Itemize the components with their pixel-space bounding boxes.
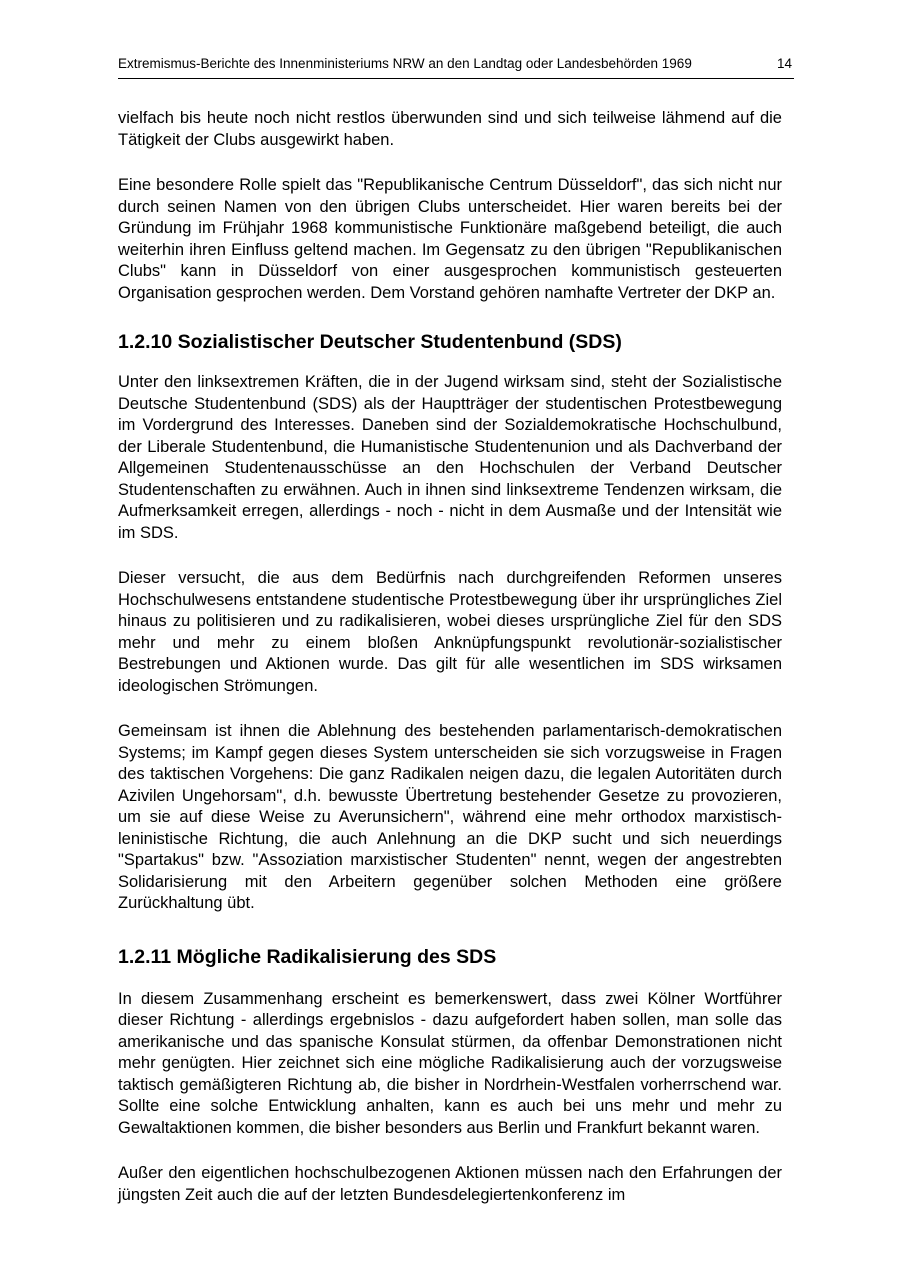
section-heading: 1.2.11 Mögliche Radikalisierung des SDS — [118, 945, 497, 968]
paragraph: In diesem Zusammenhang erscheint es bemerkenswert, dass zwei Kölner Wortführer dieser Richtung - allerdings ergebnislos - dazu aufgefordert haben sollen, man solle das amerikanische und das spanische Konsulat stürmen, da offenbar Demonstrationen nicht mehr genügten. Hier zeichnet sich eine mögliche Radikalisierung auch der vorzugsweise taktisch gemäßigteren Richtung ab, die bisher in Nordrhein-Westfalen vorherrschend war. Sollte eine solche Entwicklung anhalten, kann es auch bei uns mehr und mehr zu Gewaltaktionen kommen, die bisher besonders aus Berlin und Frankfurt bekannt waren. — [118, 989, 782, 1137]
paragraph: vielfach bis heute noch nicht restlos überwunden sind und sich teilweise lähmend auf die Tätigkeit der Clubs ausgewirkt haben. — [118, 109, 782, 149]
paragraph: Gemeinsam ist ihnen die Ablehnung des bestehenden parlamentarisch-demokratischen Systems; im Kampf gegen dieses System unterscheiden sie sich vorzugsweise in Fragen des taktischen Vorgehens: Die ganz Radikalen neigen dazu, die legalen Autoritäten durch Azivilen Ungehorsam", d.h. bewusste Übertretung bestehender Gesetze zu provozieren, um sie auf diese Weise zu Averunsichern", während eine mehr orthodox marxistisch-leninistische Richtung, die auch Anlehnung an die DKP sucht und sich neuerdings "Spartakus" bzw. "Assoziation marxistischer Studenten" nennt, wegen der angestrebten Solidarisierung mit den Arbeitern gegenüber solchen Methoden eine größere Zurückhaltung übt. — [118, 722, 782, 912]
header-title: Extremismus-Berichte des Innenministeriums NRW an den Landtag oder Landesbehörden 1969 — [118, 56, 692, 71]
paragraph: Dieser versucht, die aus dem Bedürfnis nach durchgreifenden Reformen unseres Hochschulwesens entstandene studentische Protestbewegung über ihr ursprüngliches Ziel hinaus zu politisieren und zu radikalisieren, wobei dieses ursprüngliche Ziel für den SDS mehr und mehr zu einem bloßen Anknüpfungspunkt revolutionär-sozialistischer Bestrebungen und Aktionen wurde. Das gilt für alle wesentlichen im SDS wirksamen ideologischen Strömungen. — [118, 569, 782, 695]
page-number: 14 — [776, 56, 792, 71]
paragraph: Eine besondere Rolle spielt das "Republikanische Centrum Düsseldorf", das sich nicht nur durch seinen Namen von den übrigen Clubs unterscheidet. Hier waren bereits bei der Gründung im Frühjahr 1968 kommunistische Funktionäre maßgebend beteiligt, die auch weiterhin ihren Einfluss geltend machen. Im Gegensatz zu den übrigen "Republikanischen Clubs" kann in Düsseldorf von einer ausgesprochen kommunistisch gesteuerten Organisation gesprochen werden. Dem Vorstand gehören namhafte Vertreter der DKP an. — [118, 176, 782, 302]
document-body — [118, 108, 782, 1230]
paragraph: Unter den linksextremen Kräften, die in der Jugend wirksam sind, steht der Sozialistische Deutsche Studentenbund (SDS) als der Hauptträger der studentischen Protestbewegung im Vordergrund des Interesses. Daneben sind der Sozialdemokratische Hochschulbund, der Liberale Studentenbund, die Humanistische Studentenunion und als Dachverband der Allgemeinen Studentenausschüsse an den Hochschulen der Verband Deutscher Studentenschaften zu erwähnen. Auch in ihnen sind linksextreme Tendenzen wirksam, die Aufmerksamkeit erregen, allerdings - noch - nicht in dem Ausmaße und der Intensität wie im SDS. — [118, 373, 782, 542]
running-header — [118, 54, 794, 79]
paragraph: Außer den eigentlichen hochschulbezogenen Aktionen müssen nach den Erfahrungen der jüngsten Zeit auch die auf der letzten Bundesdelegiertenkonferenz im — [118, 1164, 782, 1204]
section-heading: 1.2.10 Sozialistischer Deutscher Studentenbund (SDS) — [118, 331, 622, 353]
